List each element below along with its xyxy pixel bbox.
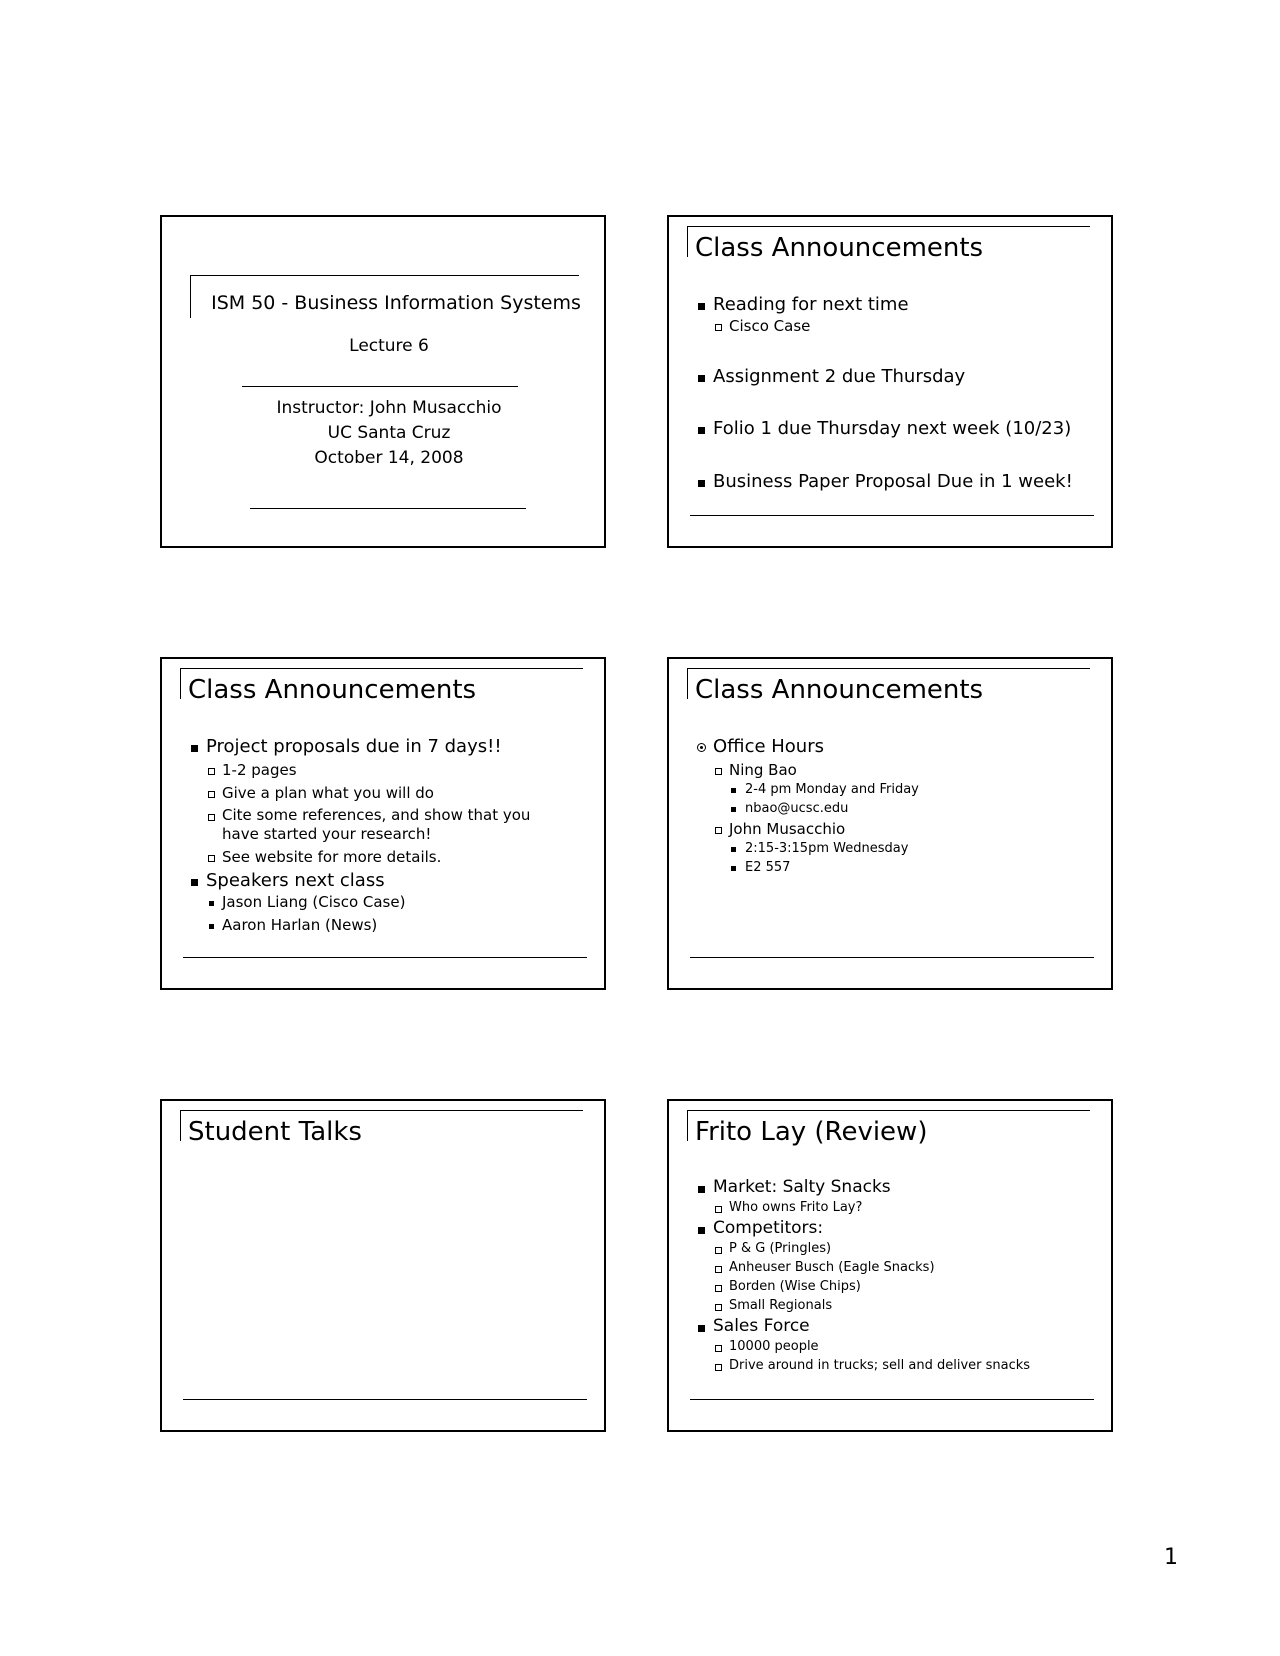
- square-bullet-icon: [698, 427, 705, 434]
- list-item: Drive around in trucks; sell and deliver snacks: [695, 1356, 1103, 1375]
- divider-bottom: [250, 508, 526, 509]
- list-item: Speakers next class: [188, 869, 596, 892]
- square-bullet-icon: [731, 866, 736, 871]
- list-item: 1-2 pages: [188, 760, 596, 780]
- slide-5: [160, 1099, 606, 1432]
- hollow-square-bullet-icon: [208, 855, 215, 862]
- list-item: E2 557: [695, 858, 1103, 877]
- list-item: 10000 people: [695, 1337, 1103, 1356]
- square-bullet-icon: [731, 788, 736, 793]
- slide-2: [667, 215, 1113, 548]
- list-item: Ning Bao: [695, 760, 1103, 780]
- square-bullet-icon: [698, 1227, 705, 1234]
- circle-bullet-icon: [697, 743, 706, 752]
- slide-4: [667, 657, 1113, 990]
- list-item: Aaron Harlan (News): [188, 915, 596, 935]
- hollow-square-bullet-icon: [715, 1304, 722, 1311]
- list-item: Reading for next time: [695, 293, 1103, 316]
- slide-6: [667, 1099, 1113, 1432]
- bullet-list: [695, 293, 1103, 493]
- lecture-date: October 14, 2008: [314, 448, 464, 468]
- square-bullet-icon: [698, 1186, 705, 1193]
- square-bullet-icon: [191, 879, 198, 886]
- list-item: 2-4 pm Monday and Friday: [695, 780, 1103, 799]
- list-item: Market: Salty Snacks: [695, 1176, 1103, 1198]
- list-item: Cite some references, and show that you have started your research!: [188, 806, 562, 844]
- list-item: Folio 1 due Thursday next week (10/23): [695, 417, 1103, 440]
- list-item: See website for more details.: [188, 847, 596, 867]
- list-item: Cisco Case: [695, 316, 1103, 336]
- list-item: Competitors:: [695, 1217, 1103, 1239]
- hollow-square-bullet-icon: [715, 1247, 722, 1254]
- slide-title: Class Announcements: [695, 233, 984, 263]
- list-item: Borden (Wise Chips): [695, 1277, 1103, 1296]
- list-item: Sales Force: [695, 1315, 1103, 1337]
- slide-title: Class Announcements: [695, 675, 984, 705]
- list-item: Business Paper Proposal Due in 1 week!: [695, 470, 1103, 493]
- list-item: Give a plan what you will do: [188, 783, 596, 803]
- square-bullet-icon: [698, 375, 705, 382]
- hollow-square-bullet-icon: [715, 1364, 722, 1371]
- hollow-square-bullet-icon: [715, 768, 722, 775]
- slide-3: [160, 657, 606, 990]
- square-bullet-icon: [191, 745, 198, 752]
- list-item: Assignment 2 due Thursday: [695, 365, 1103, 388]
- list-item: nbao@ucsc.edu: [695, 799, 1103, 818]
- hollow-square-bullet-icon: [715, 1285, 722, 1292]
- list-item: Small Regionals: [695, 1296, 1103, 1315]
- slide-title: Student Talks: [188, 1117, 362, 1147]
- square-bullet-icon: [731, 807, 736, 812]
- school-name: UC Santa Cruz: [327, 423, 451, 443]
- square-bullet-icon: [209, 901, 214, 906]
- slide-title: Class Announcements: [188, 675, 477, 705]
- square-bullet-icon: [209, 924, 214, 929]
- hollow-square-bullet-icon: [715, 1206, 722, 1213]
- instructor-info: [162, 396, 604, 471]
- square-bullet-icon: [698, 1325, 705, 1332]
- course-title: ISM 50 - Business Information Systems: [211, 292, 581, 314]
- slide-title: Frito Lay (Review): [695, 1117, 928, 1147]
- hollow-square-bullet-icon: [715, 1345, 722, 1352]
- list-item: Anheuser Busch (Eagle Snacks): [695, 1258, 1103, 1277]
- slide-1: [160, 215, 606, 548]
- footer-rule: [690, 515, 1094, 516]
- hollow-square-bullet-icon: [208, 768, 215, 775]
- bullet-list: [695, 735, 1103, 877]
- list-item: Office Hours: [695, 735, 1103, 758]
- list-item: P & G (Pringles): [695, 1239, 1103, 1258]
- footer-rule: [183, 957, 587, 958]
- bullet-list: [695, 1176, 1103, 1375]
- hollow-square-bullet-icon: [715, 1266, 722, 1273]
- list-item: John Musacchio: [695, 819, 1103, 839]
- page-number: 1: [1164, 1545, 1178, 1570]
- list-item: Who owns Frito Lay?: [695, 1198, 1103, 1217]
- hollow-square-bullet-icon: [208, 791, 215, 798]
- list-item: Project proposals due in 7 days!!: [188, 735, 596, 758]
- hollow-square-bullet-icon: [715, 827, 722, 834]
- divider-top: [242, 386, 518, 387]
- bullet-list: [188, 735, 596, 935]
- footer-rule: [690, 957, 1094, 958]
- footer-rule: [690, 1399, 1094, 1400]
- footer-rule: [183, 1399, 587, 1400]
- hollow-square-bullet-icon: [208, 814, 215, 821]
- list-item: 2:15-3:15pm Wednesday: [695, 839, 1103, 858]
- square-bullet-icon: [731, 847, 736, 852]
- lecture-label: Lecture 6: [349, 336, 429, 356]
- square-bullet-icon: [698, 480, 705, 487]
- hollow-square-bullet-icon: [715, 324, 722, 331]
- instructor-name: Instructor: John Musacchio: [276, 398, 502, 418]
- list-item: Jason Liang (Cisco Case): [188, 892, 596, 912]
- square-bullet-icon: [698, 303, 705, 310]
